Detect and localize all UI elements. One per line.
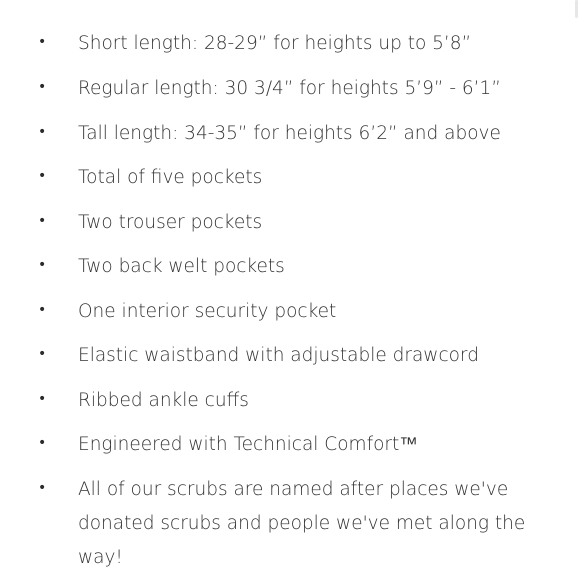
feature-text: Tall length: 34-35” for heights 6’2” and above — [78, 123, 501, 144]
bullet-icon: • — [38, 257, 47, 273]
feature-text: All of our scrubs are named after places we've donated scrubs and people we've met along the way! — [78, 479, 526, 568]
list-item — [0, 339, 580, 373]
feature-text: One interior security pocket — [78, 301, 337, 322]
bullet-icon: • — [38, 302, 47, 318]
feature-text: Regular length: 30 3/4” for heights 5’9” - 6’1” — [78, 78, 501, 99]
feature-text: Engineered with Technical Comfort™ — [78, 434, 418, 455]
feature-text: Short length: 28-29” for heights up to 5’8” — [78, 33, 472, 54]
bullet-icon: • — [38, 79, 47, 95]
list-item — [0, 206, 580, 240]
list-item — [0, 384, 580, 418]
bullet-icon: • — [38, 124, 47, 140]
list-item — [0, 27, 580, 61]
feature-text: Total of five pockets — [78, 167, 263, 188]
bullet-icon: • — [38, 213, 47, 229]
bullet-icon: • — [38, 480, 47, 496]
list-item — [0, 428, 580, 462]
feature-text: Two back welt pockets — [78, 256, 285, 277]
bullet-icon: • — [38, 391, 47, 407]
bullet-icon: • — [38, 346, 47, 362]
list-item — [0, 72, 580, 106]
list-item — [0, 117, 580, 151]
bullet-icon: • — [38, 34, 47, 50]
feature-text: Ribbed ankle cuffs — [78, 390, 249, 411]
feature-text: Two trouser pockets — [78, 212, 263, 233]
scroll-edge — [575, 0, 578, 18]
list-item — [0, 161, 580, 195]
bullet-icon: • — [38, 435, 47, 451]
list-item — [0, 473, 580, 575]
list-item — [0, 295, 580, 329]
list-item — [0, 250, 580, 284]
feature-text: Elastic waistband with adjustable drawcord — [78, 345, 479, 366]
bullet-icon: • — [38, 168, 47, 184]
